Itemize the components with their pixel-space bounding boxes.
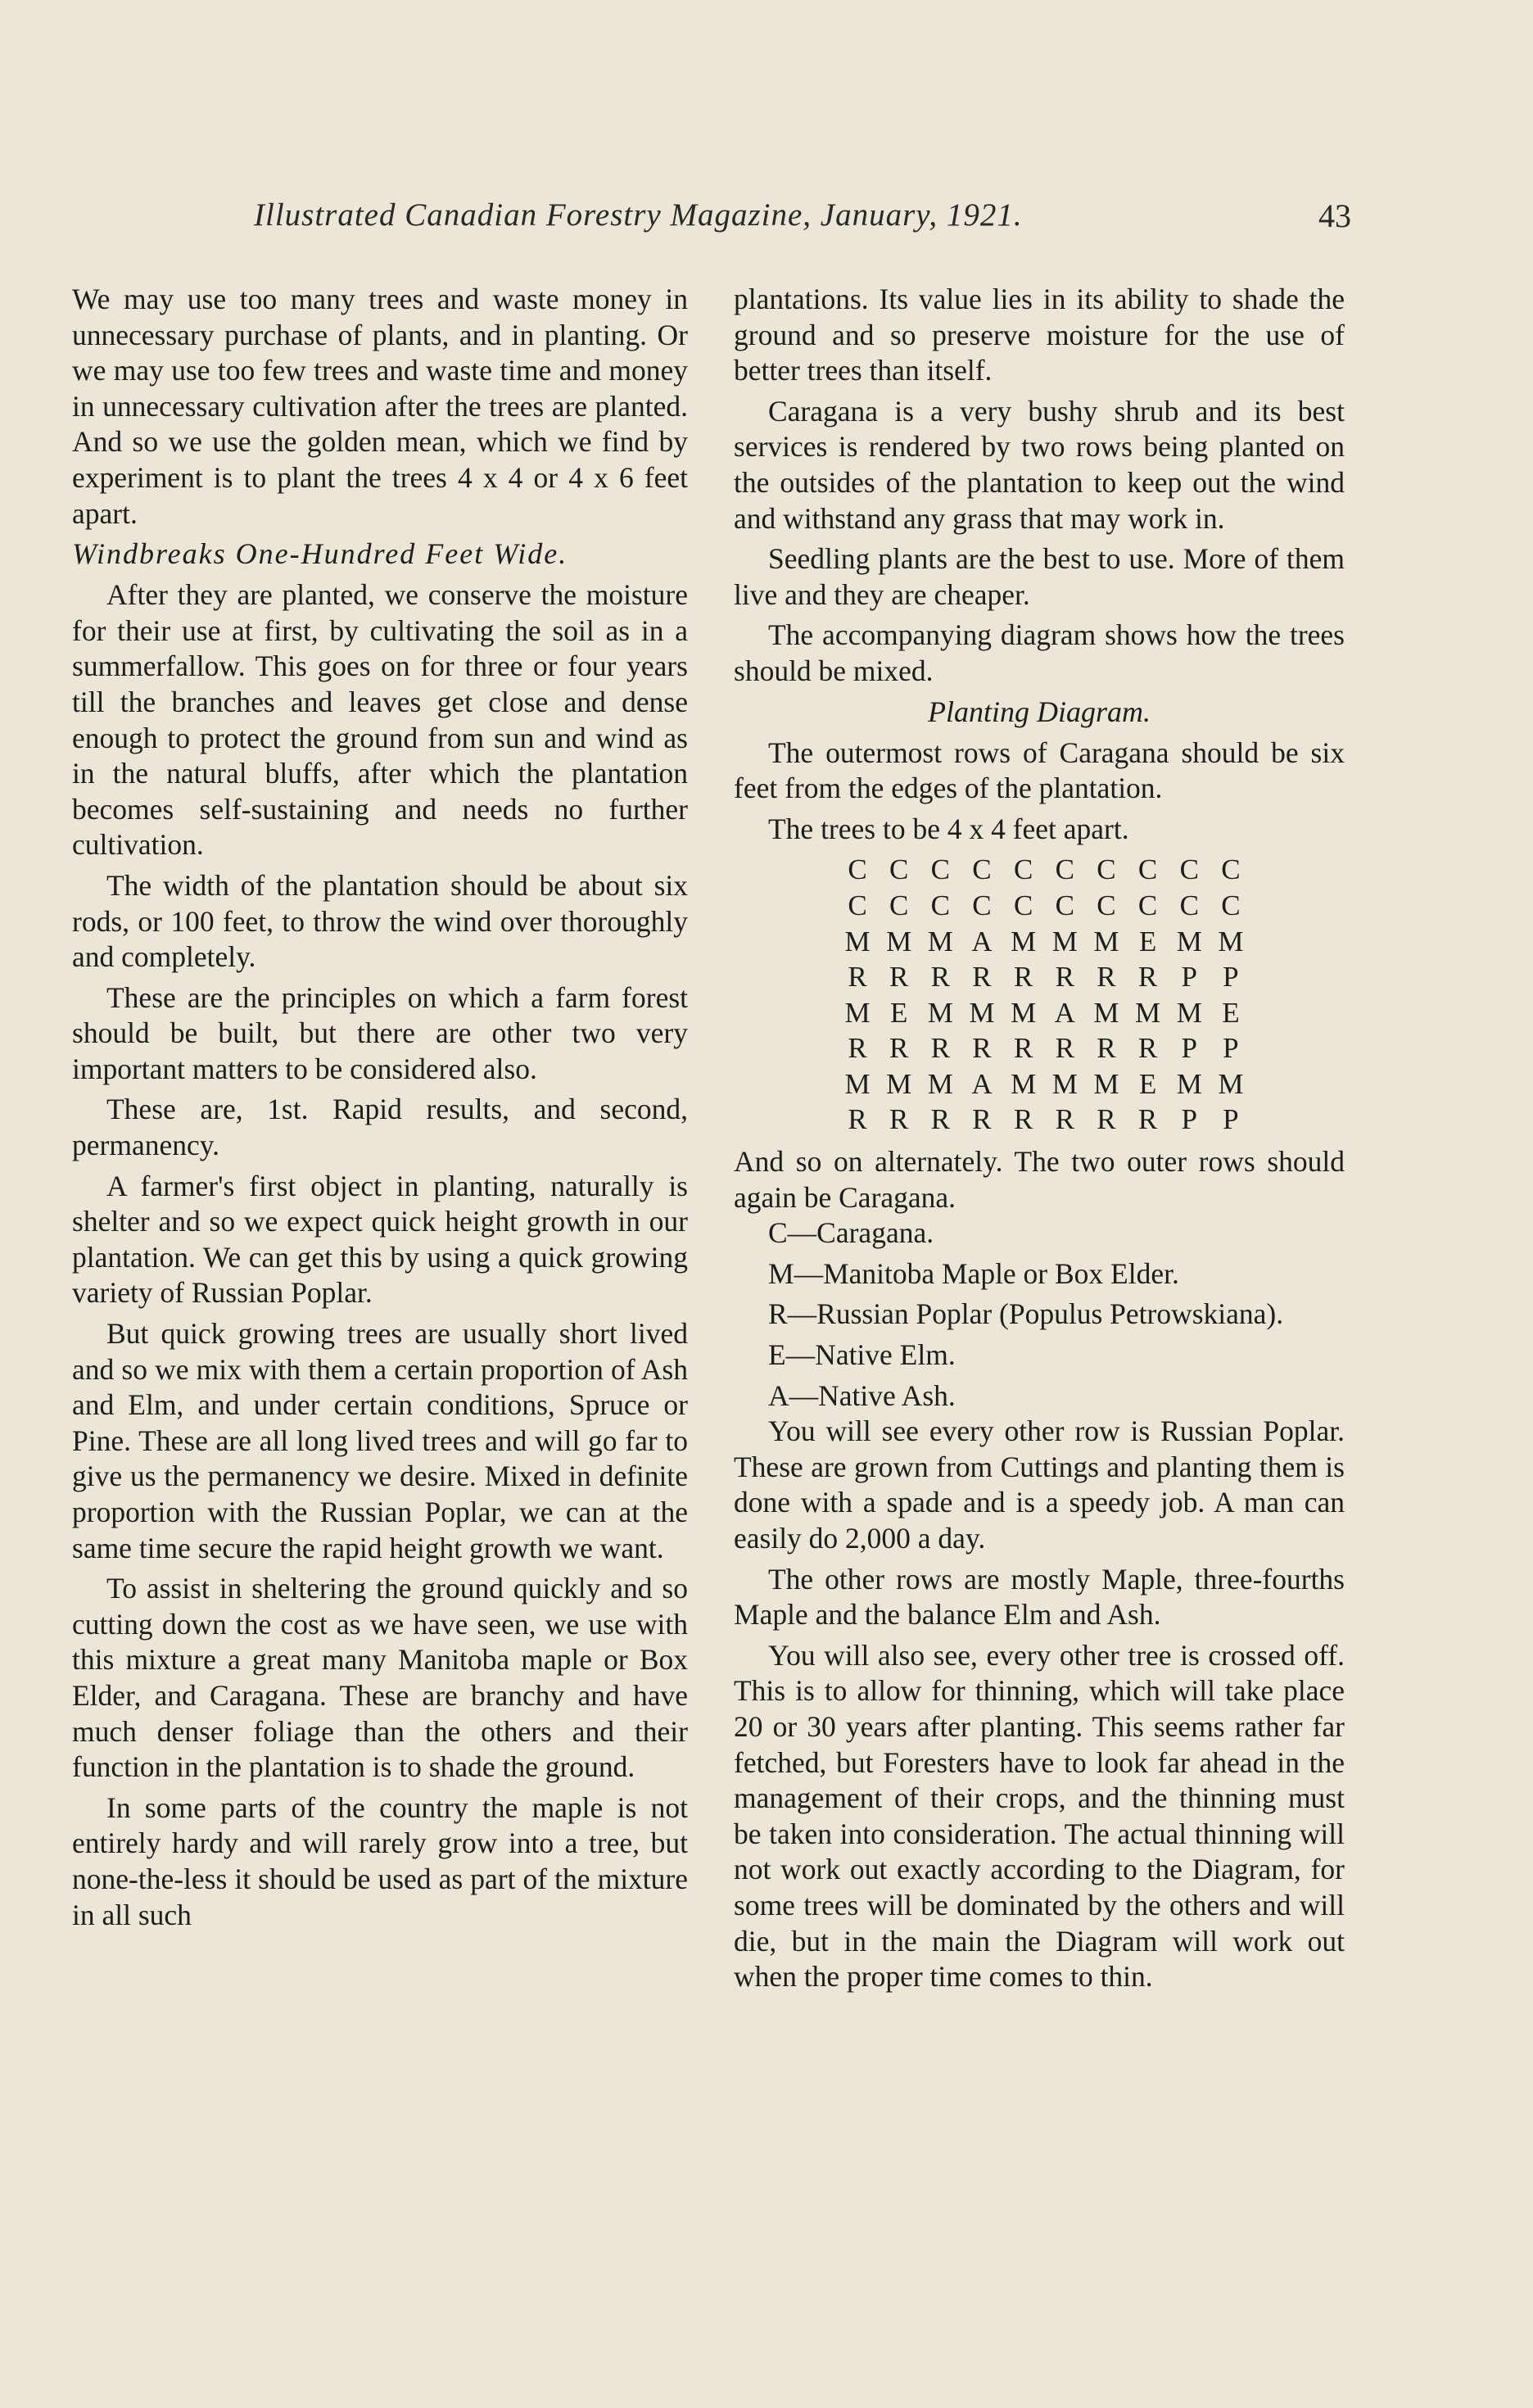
diagram-cell: C (889, 889, 909, 921)
planting-diagram (839, 852, 1345, 1138)
running-header (221, 197, 1351, 246)
diagram-cell: C (1179, 853, 1199, 886)
diagram-cell: M (927, 996, 953, 1029)
diagram-row (839, 1030, 1250, 1066)
diagram-cell: R (1137, 961, 1158, 994)
diagram-cell: C (930, 853, 950, 886)
diagram-cell: A (971, 1067, 993, 1100)
diagram-cell: M (1093, 925, 1119, 957)
diagram-cell: M (844, 1067, 871, 1100)
page-number: 43 (1318, 197, 1351, 234)
paragraph: Caragana is a very bushy shrub and its best services is rendered by two rows being planted on the outsides of the plantation to keep out the wind and withstand any grass that may work in. (734, 394, 1345, 535)
section-heading: Planting Diagram. (927, 695, 1151, 728)
diagram-cell: M (844, 996, 871, 1029)
diagram-cell: C (1221, 853, 1241, 886)
paragraph: But quick growing trees are usually short lived and so we mix with them a certain proportion of Ash and Elm, and under certain conditions, Spruce or Pine. These are all long lived trees and will go far to give us the permanency we desire. Mixed in definite proportion with the Russian Poplar, we can at the same time secure the rapid height growth we want. (72, 1317, 688, 1564)
diagram-cell: E (889, 996, 908, 1029)
diagram-cell: M (1011, 1067, 1037, 1100)
diagram-cell: R (848, 1032, 867, 1065)
diagram-cell: R (930, 1103, 950, 1136)
diagram-cell: R (930, 961, 950, 994)
paragraph: plantations. Its value lies in its ability to shade the ground and so preserve moisture for the use of better trees than itself. (734, 283, 1345, 387)
diagram-cell: R (889, 1103, 909, 1136)
diagram-cell: R (848, 1103, 867, 1136)
legend-item: R—Russian Poplar (Populus Petrowskiana). (768, 1297, 1284, 1331)
diagram-cell: C (972, 853, 992, 886)
diagram-cell: R (1097, 961, 1116, 994)
diagram-cell: C (1137, 889, 1158, 921)
diagram-cell: M (1218, 925, 1244, 957)
diagram-cell: M (844, 925, 871, 957)
diagram-cell: M (969, 996, 995, 1029)
diagram-cell: C (1179, 889, 1199, 921)
diagram-cell: P (1223, 1032, 1239, 1065)
legend-item: M—Manitoba Maple or Box Elder. (768, 1256, 1179, 1290)
diagram-cell: M (1176, 925, 1202, 957)
diagram-cell: M (886, 1067, 912, 1100)
diagram-cell: A (971, 925, 993, 957)
diagram-cell: R (1013, 1103, 1033, 1136)
diagram-cell: M (1218, 1067, 1244, 1100)
running-title: Illustrated Canadian Forestry Magazine, January, 1921. (254, 197, 1023, 233)
paragraph: The width of the plantation should be about six rods, or 100 feet, to throw the wind over thoroughly and completely. (72, 868, 688, 974)
diagram-cell: M (1176, 1067, 1202, 1100)
diagram-cell: P (1181, 1032, 1197, 1065)
diagram-cell: M (1093, 996, 1119, 1029)
diagram-cell: R (1137, 1032, 1158, 1065)
diagram-cell: R (930, 1032, 950, 1065)
diagram-cell: R (972, 1103, 992, 1136)
paragraph: These are the principles on which a farm forest should be built, but there are other two very important matters to be considered also. (72, 980, 688, 1085)
diagram-cell: R (1137, 1103, 1158, 1136)
legend-item: C—Caragana. (768, 1216, 934, 1250)
diagram-row (839, 959, 1250, 995)
diagram-cell: M (1051, 1067, 1078, 1100)
diagram-cell: C (1055, 853, 1074, 886)
diagram-cell: C (1055, 889, 1074, 921)
diagram-cell: M (1176, 996, 1202, 1029)
diagram-cell: R (1097, 1103, 1116, 1136)
diagram-cell: R (1013, 961, 1033, 994)
diagram-cell: R (889, 1032, 909, 1065)
diagram-cell: C (1097, 853, 1116, 886)
diagram-cell: R (972, 1032, 992, 1065)
diagram-cell: M (1011, 996, 1037, 1029)
diagram-cell: M (1051, 925, 1078, 957)
paragraph: And so on alternately. The two outer rows should again be Caragana. (734, 1145, 1345, 1214)
diagram-cell: C (1137, 853, 1158, 886)
diagram-cell: M (1093, 1067, 1119, 1100)
diagram-cell: C (1221, 889, 1241, 921)
diagram-cell: R (1055, 961, 1074, 994)
diagram-row (839, 924, 1250, 960)
diagram-cell: P (1223, 961, 1239, 994)
paragraph: You will also see, every other tree is crossed off. This is to allow for thinning, which will take place 20 or 30 years after planting. This seems rather far fetched, but Foresters have to look far ahead in the management of their crops, and the thinning must be taken into consideration. The actual thinning will not work out exactly according to the Diagram, for some trees will be dominated by the others and will die, but in the main the Diagram will work out when the proper time comes to thin. (734, 1638, 1345, 1994)
legend-item: A—Native Ash. (768, 1378, 956, 1412)
diagram-cell: P (1181, 961, 1197, 994)
diagram-cell: C (1097, 889, 1116, 921)
diagram-cell: C (1013, 889, 1033, 921)
paragraph: You will see every other row is Russian Poplar. These are grown from Cuttings and planting them is done with a spade and is a speedy job. A man can easily do 2,000 a day. (734, 1414, 1345, 1555)
diagram-cell: E (1222, 996, 1240, 1029)
diagram-row (839, 888, 1250, 924)
left-column (72, 282, 688, 1933)
paragraph: After they are planted, we conserve the moisture for their use at first, by cultivating the soil as in a summerfallow. This goes on for three or four years till the branches and leaves get close and dense enough to protect the ground from sun and wind as in the natural bluffs, after which the plantation becomes self-sustaining and needs no further cultivation. (72, 578, 688, 862)
paragraph: The outermost rows of Caragana should be six feet from the edges of the plantation. (734, 736, 1345, 805)
diagram-row (839, 1102, 1250, 1138)
diagram-cell: M (1011, 925, 1037, 957)
diagram-cell: R (972, 961, 992, 994)
paragraph: We may use too many trees and waste money in unnecessary purchase of plants, and in planting. Or we may use too few trees and waste time and money in unnecessary cultivation after the trees are planted. And so we use the golden mean, which we find by experiment is to plant the trees 4 x 4 or 4 x 6 feet apart. (72, 283, 688, 530)
diagram-cell: M (886, 925, 912, 957)
diagram-cell: C (930, 889, 950, 921)
paragraph: The accompanying diagram shows how the trees should be mixed. (734, 618, 1345, 687)
diagram-cell: C (1013, 853, 1033, 886)
diagram-cell: E (1138, 925, 1157, 957)
diagram-cell: R (1097, 1032, 1116, 1065)
section-heading: Windbreaks One-Hundred Feet Wide. (72, 537, 568, 571)
diagram-cell: C (848, 889, 867, 921)
paragraph: These are, 1st. Rapid results, and second, permanency. (72, 1093, 688, 1162)
diagram-row (839, 1066, 1250, 1102)
paragraph: The trees to be 4 x 4 feet apart. (768, 812, 1129, 845)
diagram-cell: R (889, 961, 909, 994)
diagram-cell: C (848, 853, 867, 886)
diagram-row (839, 995, 1250, 1031)
paragraph: Seedling plants are the best to use. More of them live and they are cheaper. (734, 542, 1345, 611)
paragraph: To assist in sheltering the ground quickly and so cutting down the cost as we have seen, we use with this mixture a great many Manitoba maple or Box Elder, and Caragana. These are branchy and have much denser foliage than the others and their function in the plantation is to shade the ground. (72, 1572, 688, 1784)
paragraph: In some parts of the country the maple is not entirely hardy and will rarely grow into a tree, but none-the-less it should be used as part of the mixture in all such (72, 1790, 688, 1931)
diagram-cell: M (927, 925, 953, 957)
diagram-cell: P (1223, 1103, 1239, 1136)
diagram-cell: R (1055, 1103, 1074, 1136)
diagram-cell: A (1054, 996, 1075, 1029)
diagram-cell: M (927, 1067, 953, 1100)
diagram-cell: P (1181, 1103, 1197, 1136)
right-column (734, 282, 1345, 1995)
diagram-cell: R (1013, 1032, 1033, 1065)
diagram-legend (734, 1215, 1345, 1414)
diagram-cell: R (848, 961, 867, 994)
diagram-cell: C (972, 889, 992, 921)
legend-item: E—Native Elm. (768, 1338, 956, 1372)
diagram-cell: E (1138, 1067, 1157, 1100)
diagram-cell: M (1135, 996, 1161, 1029)
diagram-cell: C (889, 853, 909, 886)
paragraph: A farmer's first object in planting, naturally is shelter and so we expect quick height growth in our plantation. We can get this by using a quick growing variety of Russian Poplar. (72, 1169, 688, 1310)
paragraph: The other rows are mostly Maple, three-fourths Maple and the balance Elm and Ash. (734, 1562, 1345, 1632)
diagram-cell: R (1055, 1032, 1074, 1065)
diagram-row (839, 852, 1250, 888)
